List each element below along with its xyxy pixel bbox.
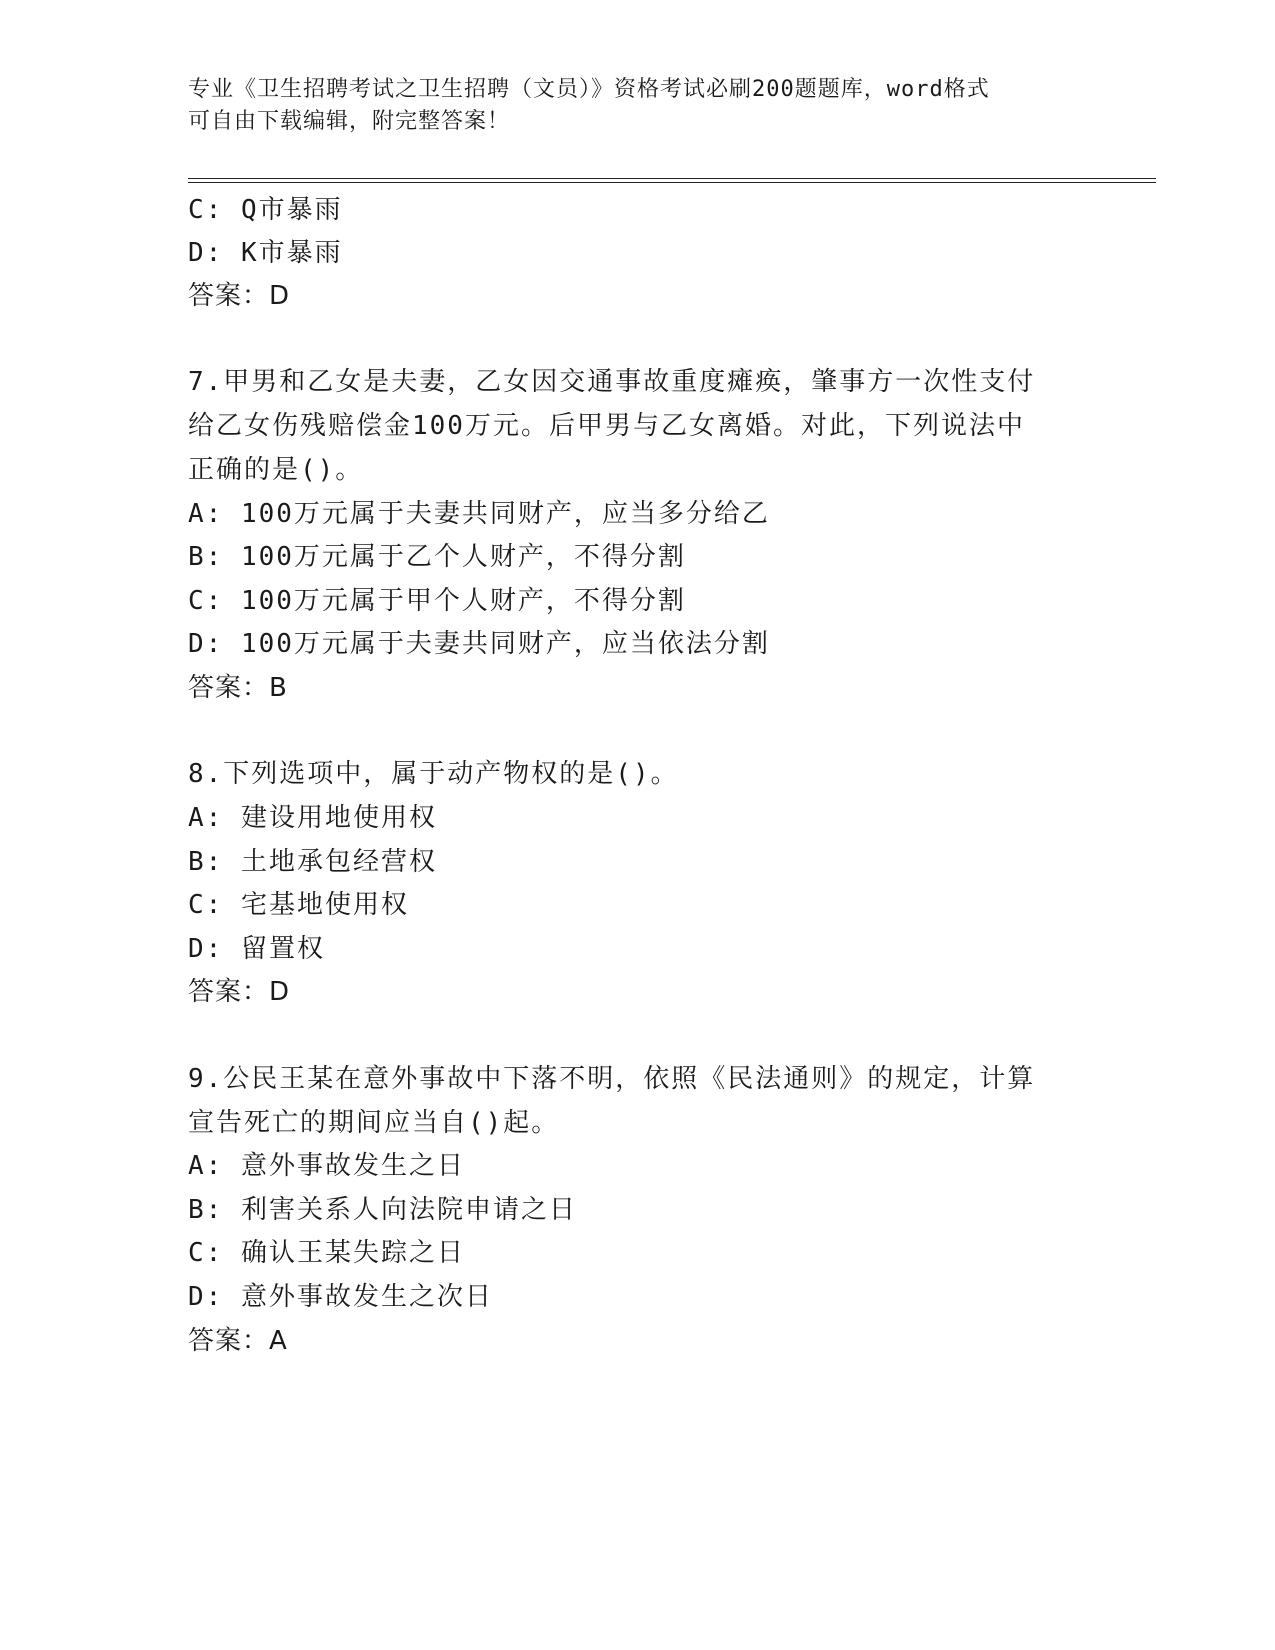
question-9-answer: 答案：A [188,1326,288,1356]
question-8-option-d: D: 留置权 [188,934,325,964]
option-d: D: K市暴雨 [188,238,343,268]
question-8-answer: 答案：D [188,977,291,1007]
question-7-option-a: A: 100万元属于夫妻共同财产，应当多分给乙 [188,499,770,529]
question-9-stem-line-1: 9.公民王某在意外事故中下落不明，依照《民法通则》的规定，计算 [188,1064,1036,1094]
header-divider [188,178,1156,183]
header-line-2: 可自由下载编辑，附完整答案！ [188,109,511,134]
header-line-1: 专业《卫生招聘考试之卫生招聘（文员）》资格考试必刷200题题库，word格式 [188,77,990,102]
question-9-option-b: B: 利害关系人向法院申请之日 [188,1195,577,1225]
question-9-option-d: D: 意外事故发生之次日 [188,1282,493,1312]
answer-line: 答案：D [188,281,291,311]
question-8-stem-line-1: 8.下列选项中，属于动产物权的是()。 [188,759,679,789]
question-7-stem-line-2: 给乙女伤残赔偿金100万元。后甲男与乙女离婚。对此，下列说法中 [188,411,1025,441]
question-8-option-b: B: 土地承包经营权 [188,847,437,877]
question-7-option-c: C: 100万元属于甲个人财产，不得分割 [188,586,686,616]
question-7-stem-line-1: 7.甲男和乙女是夫妻，乙女因交通事故重度瘫痪，肇事方一次性支付 [188,367,1036,397]
question-8-option-a: A: 建设用地使用权 [188,803,437,833]
question-7-option-b: B: 100万元属于乙个人财产，不得分割 [188,542,686,572]
option-c: C: Q市暴雨 [188,195,343,225]
question-9-stem-line-2: 宣告死亡的期间应当自()起。 [188,1108,560,1138]
question-7-option-d: D: 100万元属于夫妻共同财产，应当依法分割 [188,629,770,659]
question-9-option-c: C: 确认王某失踪之日 [188,1238,465,1268]
page-header [188,74,1068,138]
question-8-option-c: C: 宅基地使用权 [188,890,409,920]
question-7-stem-line-3: 正确的是()。 [188,455,364,485]
question-7-answer: 答案：B [188,673,288,703]
question-9-option-a: A: 意外事故发生之日 [188,1151,465,1181]
